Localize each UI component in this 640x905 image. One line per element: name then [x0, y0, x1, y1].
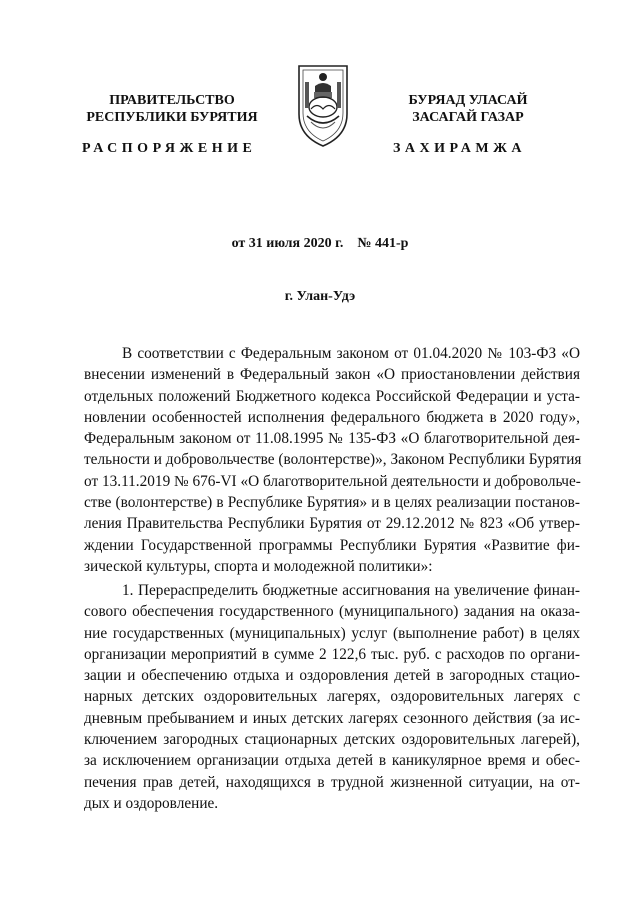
text-line: отдельных положений Бюджетного кодекса Российской Федерации и уста- [84, 387, 580, 405]
text-line: ждении Государственной программы Республики Бурятия «Развитие фи- [84, 536, 580, 554]
header-left [62, 92, 282, 126]
text-line: стве (волонтерстве) в Республике Бурятия» и в целях реализации постанов- [84, 494, 580, 512]
text-line: сового обеспечения государственного (муниципального) задания на оказа- [84, 603, 580, 621]
header-left-line-2: РЕСПУБЛИКИ БУРЯТИЯ [86, 110, 258, 125]
header-right [358, 92, 578, 126]
city: г. Улан-Удэ [284, 289, 356, 304]
doc-type-bua: ЗАХИРАМЖА [393, 141, 527, 156]
text-line: тельности и добровольчестве (волонтерстве)», Законом Республики Бурятия [84, 451, 582, 469]
text-line: дневным пребыванием и иных детских лагерях сезонного действия (за ис- [84, 709, 580, 727]
header-left-line-1: ПРАВИТЕЛЬСТВО [109, 93, 235, 108]
text-line: зации и обеспечению отдыха и оздоровления детей в загородных стацио- [84, 667, 580, 685]
text-line: дых и оздоровление. [84, 794, 219, 812]
text-line: печения прав детей, находящихся в трудной жизненной ситуации, на от- [84, 773, 580, 791]
text-line: ления Правительства Республики Бурятия от 29.12.2012 № 823 «Об утвер- [84, 515, 580, 533]
text-line: нарных детских оздоровительных лагерях, оздоровительных лагерях с [84, 688, 580, 706]
text-line: ключением загородных стационарных детских оздоровительных лагерей), [84, 731, 580, 749]
paragraph-item-1 [84, 580, 580, 814]
text-line: зической культуры, спорта и молодежной политики»: [84, 557, 433, 575]
header-right-line-1: БУРЯАД УЛАСАЙ [408, 93, 528, 108]
doc-type-ru: РАСПОРЯЖЕНИЕ [82, 141, 257, 156]
text-line: внесении изменений в Федеральный закон «О приостановлении действия [84, 366, 580, 384]
text-line: В соответствии с Федеральным законом от 01.04.2020 № 103-ФЗ «О [122, 345, 580, 362]
text-line: 1. Перераспределить бюджетные ассигнования на увеличение финан- [122, 582, 580, 599]
text-line: ние государственных (муниципальных) услуг (выполнение работ) в целях [84, 624, 580, 642]
header-right-line-2: ЗАСАГАЙ ГАЗАР [412, 110, 524, 125]
text-line: за исключением организации отдыха детей в каникулярное время и обес- [84, 752, 580, 770]
text-line: организации мероприятий в сумме 2 122,6 тыс. руб. с расходов по органи- [84, 645, 580, 663]
coat-of-arms-icon [293, 62, 353, 148]
date-line [0, 236, 640, 252]
text-line: Федеральным законом от 11.08.1995 № 135-ФЗ «О благотворительной дея- [84, 430, 580, 448]
document-date: от 31 июля 2020 г. [231, 236, 344, 251]
text-line: новлении особенностей исполнения федерального бюджета в 2020 году», [84, 408, 580, 426]
paragraph-preamble [84, 343, 580, 577]
document-number: № 441-р [357, 236, 409, 251]
text-line: от 13.11.2019 № 676-VI «О благотворительной деятельности и добровольче- [84, 472, 581, 490]
